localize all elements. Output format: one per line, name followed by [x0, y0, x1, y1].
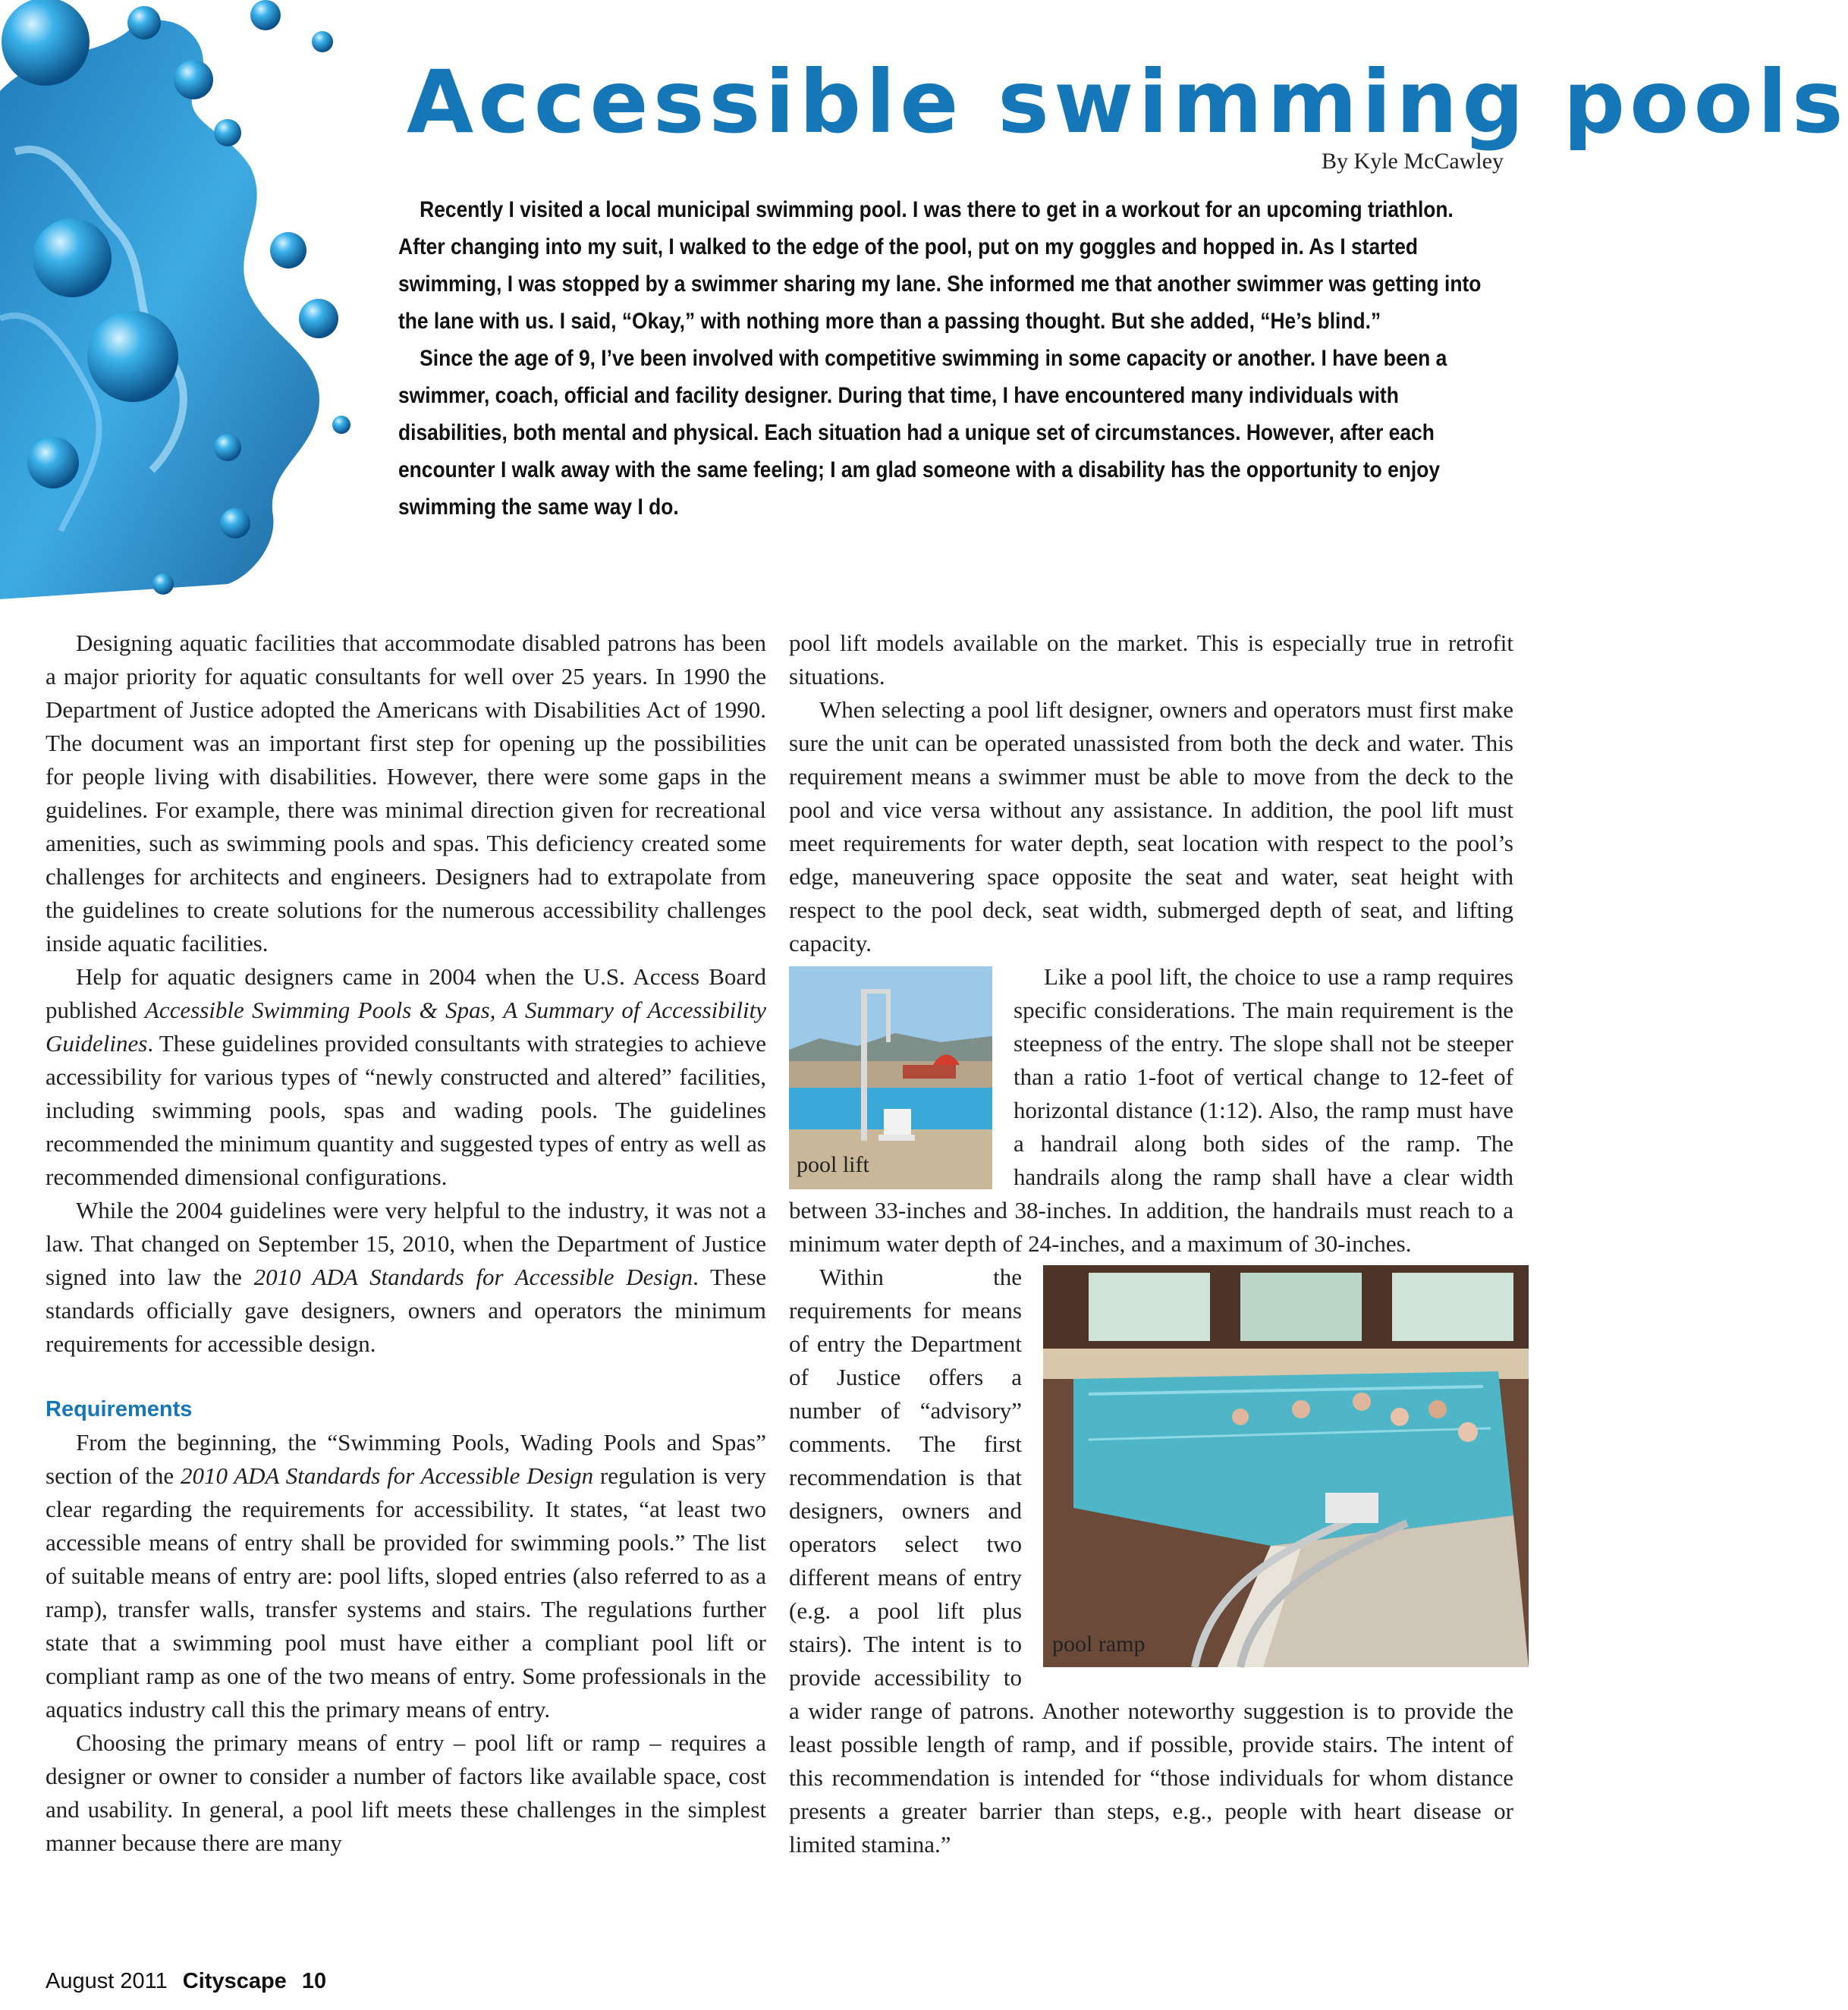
body-paragraph: When selecting a pool lift designer, owners and operators must first make sure the unit can be operated unassisted from both the deck and water. This requirement means a swimmer must be able to move from the deck to the pool and vice versa without any assistance. In addition, the pool lift must meet requirements for water depth, seat location with respect to the pool’s edge, maneuvering space opposite the seat and water, seat height with respect to the pool deck, seat width, submerged depth of seat, and lifting capacity.	[789, 696, 1513, 956]
body-paragraph: Help for aquatic designers came in 2004 when the U.S. Access Board published Accessible Swimming Pools & Spas, A Summary of Accessibility Guidelines. These guidelines provided consultants with strategies to achieve accessibility for various types of “newly constructed and altered” facilities, including swimming pools, spas and wading pools. The guidelines recommended the minimum quantity and suggested types of entry as well as recommended dimensional configurations.	[46, 963, 766, 1190]
body-paragraph: Within the requirements for means of entry the Department of Justice offers a number of “advisory” comments. The first recommendation is that designers, owners and operators select two different means of entry (e.g. a pool lift plus stairs). The intent is to provide accessibility to a wider range of patrons. Another noteworthy suggestion is to provide the least possible length of ramp, and if possible, provide stairs. The intent of this recommendation is intended for “those individuals for whom distance presents a greater barrier than steps, e.g., people with heart disease or limited stamina.”	[789, 1264, 1513, 1858]
intro-paragraph: Since the age of 9, I’ve been involved with competitive swimming in some capacity or another. I have been a swimmer, coach, official and facility designer. During that time, I have encountered many individuals with disabilities, both mental and physical. Each situation had a unique set of circumstances. However, after each encounter I walk away with the same feeling; I am glad someone with a disability has the opportunity to enjoy swimming the same way I do.	[398, 346, 1447, 520]
body-paragraph: Choosing the primary means of entry – pool lift or ramp – requires a designer or owner to consider a number of factors like available space, cost and usability. In general, a pool lift meets these challenges in the simplest manner because there are many	[46, 1729, 766, 1856]
standards-title: 2010 ADA Standards for Accessible Design	[180, 1462, 594, 1489]
right-column	[789, 627, 1513, 1861]
body-paragraph: Designing aquatic facilities that accommodate disabled patrons has been a major priority for aquatic consultants for well over 25 years. In 1990 the Department of Justice adopted the Americans with Disabilities Act of 1990. The document was an important first step for opening up the possibilities for people living with disabilities. However, there were some gaps in the guidelines. For example, there was minimal direction given for recreational amenities, such as swimming pools and spas. This deficiency created some challenges for architects and engineers. Designers had to extrapolate from the guidelines to create solutions for the numerous accessibility challenges inside aquatic facilities.	[46, 630, 766, 956]
issue-date: August 2011	[46, 1969, 168, 1993]
byline: By Kyle McCawley	[1322, 149, 1504, 174]
page-number: 10	[301, 1969, 327, 1993]
pool-ramp-photo	[1043, 1265, 1529, 1667]
body-paragraph: While the 2004 guidelines were very helpful to the industry, it was not a law. That changed on September 15, 2010, when the Department of Justice signed into law the 2010 ADA Standards for Accessible Design. These standards officially gave designers, owners and operators the minimum requirements for accessible design.	[46, 1197, 767, 1357]
guideline-title: Accessible Swimming Pools & Spas, A Summary of Accessibility Guidelines	[46, 997, 766, 1057]
magazine-name: Cityscape	[182, 1969, 287, 1993]
body-paragraph: From the beginning, the “Swimming Pools, Wading Pools and Spas” section of the 2010 ADA Standards for Accessible Design regulation is very clear regarding the requirements for accessibility. It states, “at least two accessible means of entry shall be provided for swimming pools.” The list of suitable means of entry are: pool lifts, sloped entries (also referred to as a ramp), transfer walls, transfer systems and stairs. The regulations further state that a swimming pool must have either a compliant pool lift or compliant ramp as one of the two means of entry. Some professionals in the aquatics industry call this the primary means of entry.	[46, 1429, 766, 1723]
page-footer	[46, 1969, 326, 1994]
intro-text	[398, 191, 1498, 526]
left-column	[46, 627, 766, 1860]
intro-paragraph: Recently I visited a local municipal swimming pool. I was there to get in a workout for an upcoming triathlon. After changing into my suit, I walked to the edge of the pool, put on my goggles and hopped in. As I started swimming, I was stopped by a swimmer sharing my lane. She informed me that another swimmer was getting into the lane with us. I said, “Okay,” with nothing more than a passing thought. But she added, “He’s blind.”	[398, 197, 1482, 334]
body-paragraph: pool lift models available on the market. This is especially true in retrofit situations.	[789, 630, 1513, 689]
section-heading: Requirements	[46, 1397, 193, 1421]
pool-lift-caption: pool lift	[797, 1152, 869, 1177]
water-splash-graphic	[0, 0, 394, 599]
article-title: Accessible swimming pools	[407, 52, 1848, 152]
pool-ramp-caption: pool ramp	[1052, 1632, 1146, 1657]
standards-title: 2010 ADA Standards for Accessible Design	[253, 1264, 693, 1290]
body-paragraph: Like a pool lift, the choice to use a ramp requires specific considerations. The main requirement is the steepness of the entry. The slope shall not be steeper than a ratio 1-foot of vertical change to 12-feet of horizontal distance (1:12). Also, the ramp must have a handrail along both sides of the ramp. The handrails along the ramp shall have a clear width between 33-inches and 38-inches. In addition, the handrails must reach to a minimum water depth of 24-inches, and a maximum of 30-inches.	[789, 963, 1513, 1257]
pool-lift-photo	[789, 966, 992, 1189]
